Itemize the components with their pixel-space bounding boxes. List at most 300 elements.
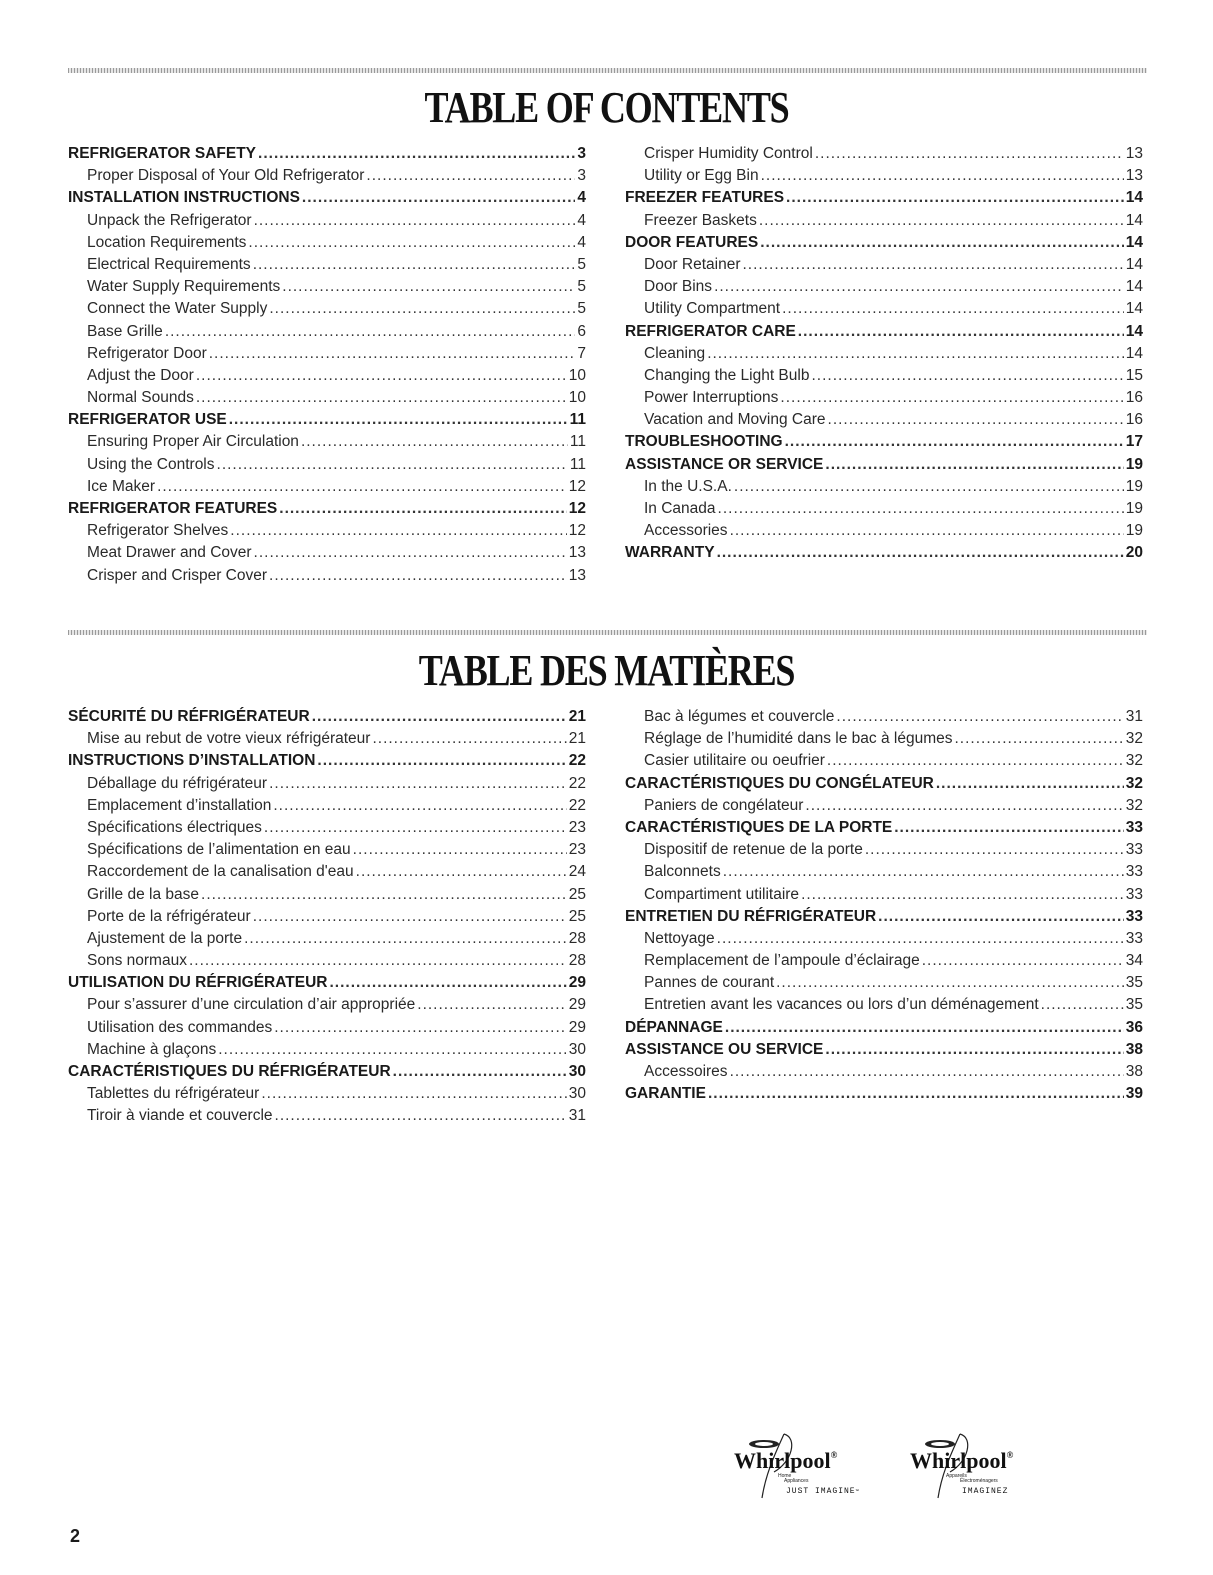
toc-entry-page-number: 33 xyxy=(1125,818,1143,836)
toc-subsection-entry xyxy=(68,728,586,750)
toc-subsection-entry xyxy=(68,387,586,409)
toc-subsection-entry xyxy=(68,254,586,276)
toc-section-entry xyxy=(625,542,1143,564)
toc-entry-label: Grille de la base xyxy=(87,885,200,903)
dot-leader xyxy=(828,409,1124,431)
toc-subsection-entry xyxy=(625,861,1143,883)
toc-entry-label: ASSISTANCE OU SERVICE xyxy=(625,1040,824,1058)
toc-entry-page-number: 35 xyxy=(1125,974,1143,992)
dot-leader xyxy=(922,950,1124,972)
toc-subsection-entry xyxy=(625,972,1143,994)
toc-entry-page-number: 5 xyxy=(577,278,586,296)
toc-subsection-entry xyxy=(68,365,586,387)
toc-subsection-entry xyxy=(68,795,586,817)
toc-entry-page-number: 16 xyxy=(1125,389,1143,407)
dot-leader xyxy=(761,165,1124,187)
toc-subsection-entry xyxy=(625,210,1143,232)
toc-entry-label: Pannes de courant xyxy=(644,974,775,992)
toc-entry-page-number: 10 xyxy=(568,389,586,407)
dot-leader xyxy=(353,839,567,861)
toc-entry-page-number: 31 xyxy=(568,1107,586,1125)
toc-subsection-entry xyxy=(625,928,1143,950)
toc-entry-page-number: 12 xyxy=(568,522,586,540)
toc-entry-page-number: 19 xyxy=(1125,477,1143,495)
toc-subsection-entry xyxy=(625,520,1143,542)
toc-entry-label: INSTRUCTIONS D’INSTALLATION xyxy=(68,752,316,770)
toc-subsection-entry xyxy=(68,906,586,928)
toc-subsection-entry xyxy=(68,165,586,187)
dot-leader xyxy=(157,476,567,498)
toc-entry-label: Electrical Requirements xyxy=(87,255,251,273)
toc-entry-page-number: 32 xyxy=(1125,774,1143,792)
toc-entry-label: INSTALLATION INSTRUCTIONS xyxy=(68,189,300,207)
toc-entry-label: Paniers de congélateur xyxy=(644,796,804,814)
toc-entry-page-number: 19 xyxy=(1125,500,1143,517)
dot-leader xyxy=(253,906,567,928)
toc-entry-page-number: 21 xyxy=(568,708,586,725)
toc-entry-page-number: 30 xyxy=(568,1085,586,1103)
toc-entry-label: Proper Disposal of Your Old Refrigerator xyxy=(87,167,365,185)
toc-section-entry xyxy=(68,143,586,165)
toc-entry-label: Dispositif de retenue de la porte xyxy=(644,841,863,859)
toc-entry-label: Mise au rebut de votre vieux réfrigérateur xyxy=(87,730,371,748)
toc-entry-page-number: 17 xyxy=(1125,433,1143,451)
toc-subsection-entry xyxy=(625,165,1143,187)
toc-entry-label: Utility or Egg Bin xyxy=(644,167,759,185)
dot-leader xyxy=(201,884,567,906)
dot-leader xyxy=(269,298,575,320)
toc-entry-page-number: 14 xyxy=(1125,322,1143,340)
english-toc-title: TABLE OF CONTENTS xyxy=(424,83,789,132)
toc-entry-label: Refrigerator Shelves xyxy=(87,522,229,540)
toc-entry-page-number: 20 xyxy=(1125,544,1143,562)
dot-leader xyxy=(196,387,567,409)
toc-entry-page-number: 24 xyxy=(568,863,586,881)
toc-section-entry xyxy=(68,498,586,520)
toc-entry-label: CARACTÉRISTIQUES DE LA PORTE xyxy=(625,818,893,836)
toc-entry-label: Réglage de l’humidité dans le bac à légumes xyxy=(644,730,953,748)
dot-leader xyxy=(894,817,1124,839)
toc-subsection-entry xyxy=(68,861,586,883)
toc-entry-page-number: 35 xyxy=(1125,996,1143,1014)
dot-leader xyxy=(261,1083,566,1105)
toc-subsection-entry xyxy=(625,343,1143,365)
toc-subsection-entry xyxy=(68,431,586,453)
toc-entry-label: Door Retainer xyxy=(644,255,741,273)
toc-entry-label: Normal Sounds xyxy=(87,389,194,407)
english-toc-left-column xyxy=(68,143,586,587)
dot-leader xyxy=(196,365,567,387)
dot-leader xyxy=(218,1039,567,1061)
dot-leader xyxy=(217,454,568,476)
svg-text:Appliances: Appliances xyxy=(784,1478,809,1484)
dot-leader xyxy=(734,476,1124,498)
dot-leader xyxy=(723,861,1124,883)
dot-leader xyxy=(760,232,1124,254)
toc-entry-label: Balconnets xyxy=(644,863,721,881)
toc-entry-page-number: 33 xyxy=(1125,863,1143,881)
toc-entry-label: Cleaning xyxy=(644,344,706,362)
toc-entry-page-number: 10 xyxy=(568,366,586,384)
dot-leader xyxy=(786,187,1124,209)
dot-leader xyxy=(717,542,1124,564)
toc-entry-label: In the U.S.A. xyxy=(644,477,732,495)
dot-leader xyxy=(301,431,568,453)
toc-entry-label: Casier utilitaire ou oeufrier xyxy=(644,752,825,770)
toc-entry-page-number: 15 xyxy=(1125,366,1143,384)
toc-entry-label: REFRIGERATOR SAFETY xyxy=(68,145,257,162)
toc-entry-page-number: 5 xyxy=(577,255,586,273)
top-divider xyxy=(68,68,1147,73)
dot-leader xyxy=(312,706,567,728)
toc-subsection-entry xyxy=(625,750,1143,772)
toc-entry-page-number: 12 xyxy=(568,477,586,495)
toc-entry-page-number: 30 xyxy=(568,1063,586,1080)
dot-leader xyxy=(229,409,568,431)
toc-entry-page-number: 29 xyxy=(568,996,586,1014)
dot-leader xyxy=(279,498,566,520)
toc-subsection-entry xyxy=(625,994,1143,1016)
svg-text:Whirlpool®: Whirlpool® xyxy=(734,1448,838,1473)
toc-entry-label: CARACTÉRISTIQUES DU RÉFRIGÉRATEUR xyxy=(68,1063,391,1080)
dot-leader xyxy=(718,498,1124,520)
svg-text:Électroménagers: Électroménagers xyxy=(960,1478,998,1484)
toc-subsection-entry xyxy=(68,565,586,587)
dot-leader xyxy=(865,839,1124,861)
toc-entry-label: Compartiment utilitaire xyxy=(644,885,800,903)
toc-subsection-entry xyxy=(68,343,586,365)
toc-entry-page-number: 23 xyxy=(568,841,586,859)
toc-subsection-entry xyxy=(625,276,1143,298)
toc-section-entry xyxy=(68,706,586,728)
toc-entry-page-number: 14 xyxy=(1125,233,1143,251)
toc-entry-label: TROUBLESHOOTING xyxy=(625,433,783,451)
toc-subsection-entry xyxy=(68,321,586,343)
toc-section-entry xyxy=(625,454,1143,476)
dot-leader xyxy=(317,750,566,772)
dot-leader xyxy=(717,928,1124,950)
dot-leader xyxy=(708,1083,1124,1105)
toc-entry-page-number: 11 xyxy=(569,411,586,429)
toc-entry-page-number: 25 xyxy=(568,885,586,903)
dot-leader xyxy=(782,298,1124,320)
dot-leader xyxy=(798,321,1124,343)
svg-text:Home: Home xyxy=(778,1473,792,1479)
toc-entry-page-number: 13 xyxy=(1125,145,1143,162)
dot-leader xyxy=(254,210,576,232)
svg-text:Whirlpool®: Whirlpool® xyxy=(910,1448,1014,1473)
toc-entry-label: DOOR FEATURES xyxy=(625,233,759,251)
toc-section-entry xyxy=(625,817,1143,839)
toc-entry-label: Entretien avant les vacances ou lors d’un déménagement xyxy=(644,996,1039,1014)
toc-entry-label: REFRIGERATOR FEATURES xyxy=(68,500,278,517)
toc-subsection-entry xyxy=(68,884,586,906)
toc-section-entry xyxy=(625,187,1143,209)
toc-subsection-entry xyxy=(68,520,586,542)
toc-entry-label: Emplacement d’installation xyxy=(87,796,272,814)
toc-entry-page-number: 39 xyxy=(1125,1085,1143,1103)
toc-entry-label: Accessoires xyxy=(644,1063,728,1080)
toc-section-entry xyxy=(625,1039,1143,1061)
toc-entry-label: Refrigerator Door xyxy=(87,344,207,362)
toc-entry-label: Bac à légumes et couvercle xyxy=(644,708,835,725)
toc-subsection-entry xyxy=(625,143,1143,165)
toc-entry-page-number: 13 xyxy=(568,544,586,562)
toc-entry-page-number: 33 xyxy=(1125,907,1143,925)
french-toc-title: TABLE DES MATIÈRES xyxy=(418,646,795,695)
svg-text:JUST IMAGINE™: JUST IMAGINE™ xyxy=(786,1487,860,1496)
dot-leader xyxy=(417,994,566,1016)
toc-subsection-entry xyxy=(68,1083,586,1105)
toc-subsection-entry xyxy=(625,387,1143,409)
toc-section-entry xyxy=(68,750,586,772)
toc-entry-page-number: 7 xyxy=(577,344,586,362)
toc-entry-page-number: 23 xyxy=(568,818,586,836)
dot-leader xyxy=(743,254,1124,276)
dot-leader xyxy=(230,520,566,542)
dot-leader xyxy=(372,728,566,750)
toc-entry-label: Power Interruptions xyxy=(644,389,779,407)
toc-entry-label: Ajustement de la porte xyxy=(87,929,243,947)
toc-entry-label: Spécifications de l’alimentation en eau xyxy=(87,841,351,859)
toc-subsection-entry xyxy=(625,795,1143,817)
whirlpool-logo-french xyxy=(902,1432,1042,1502)
toc-entry-label: Raccordement de la canalisation d'eau xyxy=(87,863,354,881)
dot-leader xyxy=(801,884,1124,906)
toc-subsection-entry xyxy=(68,454,586,476)
dot-leader xyxy=(776,972,1124,994)
dot-leader xyxy=(189,950,567,972)
toc-entry-label: Adjust the Door xyxy=(87,366,194,384)
toc-entry-label: Tiroir à viande et couvercle xyxy=(87,1107,273,1125)
toc-subsection-entry xyxy=(68,928,586,950)
toc-subsection-entry xyxy=(68,276,586,298)
dot-leader xyxy=(244,928,567,950)
toc-section-entry xyxy=(625,431,1143,453)
toc-entry-label: Crisper and Crisper Cover xyxy=(87,566,268,584)
toc-entry-label: UTILISATION DU RÉFRIGÉRATEUR xyxy=(68,974,328,992)
toc-entry-page-number: 33 xyxy=(1125,885,1143,903)
toc-section-entry xyxy=(625,773,1143,795)
toc-entry-page-number: 14 xyxy=(1125,211,1143,229)
toc-entry-page-number: 29 xyxy=(568,1018,586,1036)
middle-divider xyxy=(68,630,1147,635)
dot-leader xyxy=(258,143,575,165)
dot-leader xyxy=(785,431,1124,453)
toc-subsection-entry xyxy=(625,728,1143,750)
page-number: 2 xyxy=(70,1526,81,1546)
toc-subsection-entry xyxy=(625,476,1143,498)
toc-entry-page-number: 33 xyxy=(1125,841,1143,859)
dot-leader xyxy=(275,1105,567,1127)
toc-entry-page-number: 11 xyxy=(569,455,586,473)
toc-entry-page-number: 3 xyxy=(577,145,586,162)
toc-entry-label: Vacation and Moving Care xyxy=(644,411,826,429)
toc-entry-page-number: 16 xyxy=(1125,411,1143,429)
toc-subsection-entry xyxy=(68,994,586,1016)
toc-entry-page-number: 31 xyxy=(1125,708,1143,725)
toc-section-entry xyxy=(68,1061,586,1083)
dot-leader xyxy=(811,365,1123,387)
toc-entry-label: DÉPANNAGE xyxy=(625,1018,723,1036)
toc-entry-page-number: 38 xyxy=(1125,1040,1143,1058)
dot-leader xyxy=(329,972,566,994)
toc-entry-label: Location Requirements xyxy=(87,233,247,251)
toc-entry-page-number: 22 xyxy=(568,796,586,814)
toc-entry-label: Base Grille xyxy=(87,322,163,340)
toc-subsection-entry xyxy=(625,950,1143,972)
toc-subsection-entry xyxy=(68,542,586,564)
toc-entry-page-number: 38 xyxy=(1125,1063,1143,1080)
toc-entry-label: Machine à glaçons xyxy=(87,1040,217,1058)
dot-leader xyxy=(780,387,1123,409)
toc-subsection-entry xyxy=(68,476,586,498)
toc-entry-page-number: 34 xyxy=(1125,952,1143,970)
toc-subsection-entry xyxy=(625,839,1143,861)
dot-leader xyxy=(248,232,575,254)
toc-entry-page-number: 32 xyxy=(1125,730,1143,748)
dot-leader xyxy=(302,187,575,209)
dot-leader xyxy=(827,750,1124,772)
toc-section-entry xyxy=(625,1017,1143,1039)
toc-section-entry xyxy=(625,232,1143,254)
dot-leader xyxy=(836,706,1123,728)
toc-section-entry xyxy=(625,1083,1143,1105)
toc-entry-page-number: 14 xyxy=(1125,344,1143,362)
toc-subsection-entry xyxy=(68,1017,586,1039)
dot-leader xyxy=(759,210,1124,232)
dot-leader xyxy=(825,1039,1123,1061)
french-toc-right-column xyxy=(625,706,1143,1105)
toc-subsection-entry xyxy=(68,817,586,839)
toc-subsection-entry xyxy=(68,950,586,972)
toc-entry-page-number: 29 xyxy=(568,974,586,992)
toc-entry-page-number: 28 xyxy=(568,929,586,947)
toc-subsection-entry xyxy=(68,210,586,232)
toc-entry-page-number: 13 xyxy=(568,566,586,584)
toc-entry-label: Meat Drawer and Cover xyxy=(87,544,252,562)
toc-entry-label: Spécifications électriques xyxy=(87,818,262,836)
dot-leader xyxy=(825,454,1123,476)
toc-entry-label: Pour s’assurer d’une circulation d’air appropriée xyxy=(87,996,416,1014)
toc-entry-label: Crisper Humidity Control xyxy=(644,145,813,162)
toc-entry-label: Nettoyage xyxy=(644,929,715,947)
toc-entry-page-number: 33 xyxy=(1125,929,1143,947)
toc-entry-label: Déballage du réfrigérateur xyxy=(87,774,268,792)
toc-entry-label: Ice Maker xyxy=(87,477,156,495)
english-toc-right-column xyxy=(625,143,1143,565)
dot-leader xyxy=(707,343,1124,365)
dot-leader xyxy=(725,1017,1124,1039)
dot-leader xyxy=(815,143,1124,165)
dot-leader xyxy=(269,773,567,795)
toc-entry-page-number: 19 xyxy=(1125,455,1143,473)
toc-subsection-entry xyxy=(68,232,586,254)
french-toc-left-column xyxy=(68,706,586,1128)
toc-entry-page-number: 14 xyxy=(1125,255,1143,273)
toc-subsection-entry xyxy=(625,254,1143,276)
toc-entry-page-number: 36 xyxy=(1125,1018,1143,1036)
toc-entry-label: ENTRETIEN DU RÉFRIGÉRATEUR xyxy=(625,907,877,925)
toc-section-entry xyxy=(625,906,1143,928)
dot-leader xyxy=(366,165,575,187)
dot-leader xyxy=(878,906,1124,928)
toc-entry-label: Utility Compartment xyxy=(644,300,781,318)
toc-subsection-entry xyxy=(625,1061,1143,1083)
toc-entry-label: Connect the Water Supply xyxy=(87,300,268,318)
toc-subsection-entry xyxy=(625,498,1143,520)
whirlpool-logo-english xyxy=(726,1432,866,1502)
toc-entry-page-number: 11 xyxy=(569,433,586,451)
dot-leader xyxy=(356,861,567,883)
toc-entry-page-number: 19 xyxy=(1125,522,1143,540)
toc-entry-label: Using the Controls xyxy=(87,455,215,473)
dot-leader xyxy=(936,773,1124,795)
toc-entry-label: Unpack the Refrigerator xyxy=(87,211,252,229)
toc-entry-label: ASSISTANCE OR SERVICE xyxy=(625,455,824,473)
toc-entry-page-number: 5 xyxy=(577,300,586,318)
toc-subsection-entry xyxy=(625,884,1143,906)
toc-entry-label: Changing the Light Bulb xyxy=(644,366,810,384)
toc-entry-label: Freezer Baskets xyxy=(644,211,757,229)
dot-leader xyxy=(1041,994,1124,1016)
toc-entry-page-number: 6 xyxy=(577,322,586,340)
toc-entry-label: Water Supply Requirements xyxy=(87,278,281,296)
toc-subsection-entry xyxy=(68,298,586,320)
toc-section-entry xyxy=(68,409,586,431)
toc-entry-page-number: 4 xyxy=(577,189,586,207)
dot-leader xyxy=(393,1061,567,1083)
toc-entry-label: Remplacement de l’ampoule d’éclairage xyxy=(644,952,920,970)
toc-entry-label: Tablettes du réfrigérateur xyxy=(87,1085,260,1103)
toc-entry-page-number: 4 xyxy=(577,211,586,229)
dot-leader xyxy=(730,520,1124,542)
dot-leader xyxy=(714,276,1124,298)
toc-section-entry xyxy=(625,321,1143,343)
toc-entry-page-number: 32 xyxy=(1125,796,1143,814)
toc-entry-page-number: 12 xyxy=(568,500,586,517)
dot-leader xyxy=(730,1061,1124,1083)
dot-leader xyxy=(273,795,566,817)
toc-subsection-entry xyxy=(68,1105,586,1127)
toc-entry-label: WARRANTY xyxy=(625,544,715,562)
toc-entry-page-number: 3 xyxy=(577,167,586,185)
svg-text:IMAGINEZ: IMAGINEZ xyxy=(962,1487,1009,1496)
toc-entry-label: Utilisation des commandes xyxy=(87,1018,273,1036)
toc-entry-label: REFRIGERATOR CARE xyxy=(625,322,796,340)
toc-section-entry xyxy=(68,972,586,994)
dot-leader xyxy=(954,728,1123,750)
toc-entry-page-number: 4 xyxy=(577,233,586,251)
toc-entry-label: Sons normaux xyxy=(87,952,187,970)
dot-leader xyxy=(264,817,567,839)
toc-entry-label: Door Bins xyxy=(644,278,713,296)
dot-leader xyxy=(274,1017,567,1039)
toc-subsection-entry xyxy=(625,298,1143,320)
toc-entry-page-number: 14 xyxy=(1125,278,1143,296)
dot-leader xyxy=(254,542,567,564)
toc-subsection-entry xyxy=(68,1039,586,1061)
toc-entry-label: Porte de la réfrigérateur xyxy=(87,907,251,925)
svg-text:Appareils: Appareils xyxy=(946,1473,967,1479)
toc-subsection-entry xyxy=(625,706,1143,728)
toc-subsection-entry xyxy=(68,773,586,795)
toc-entry-label: Ensuring Proper Air Circulation xyxy=(87,433,299,451)
toc-entry-label: GARANTIE xyxy=(625,1085,706,1103)
toc-entry-label: SÉCURITÉ DU RÉFRIGÉRATEUR xyxy=(68,708,310,725)
toc-subsection-entry xyxy=(625,409,1143,431)
toc-entry-label: REFRIGERATOR USE xyxy=(68,411,227,429)
